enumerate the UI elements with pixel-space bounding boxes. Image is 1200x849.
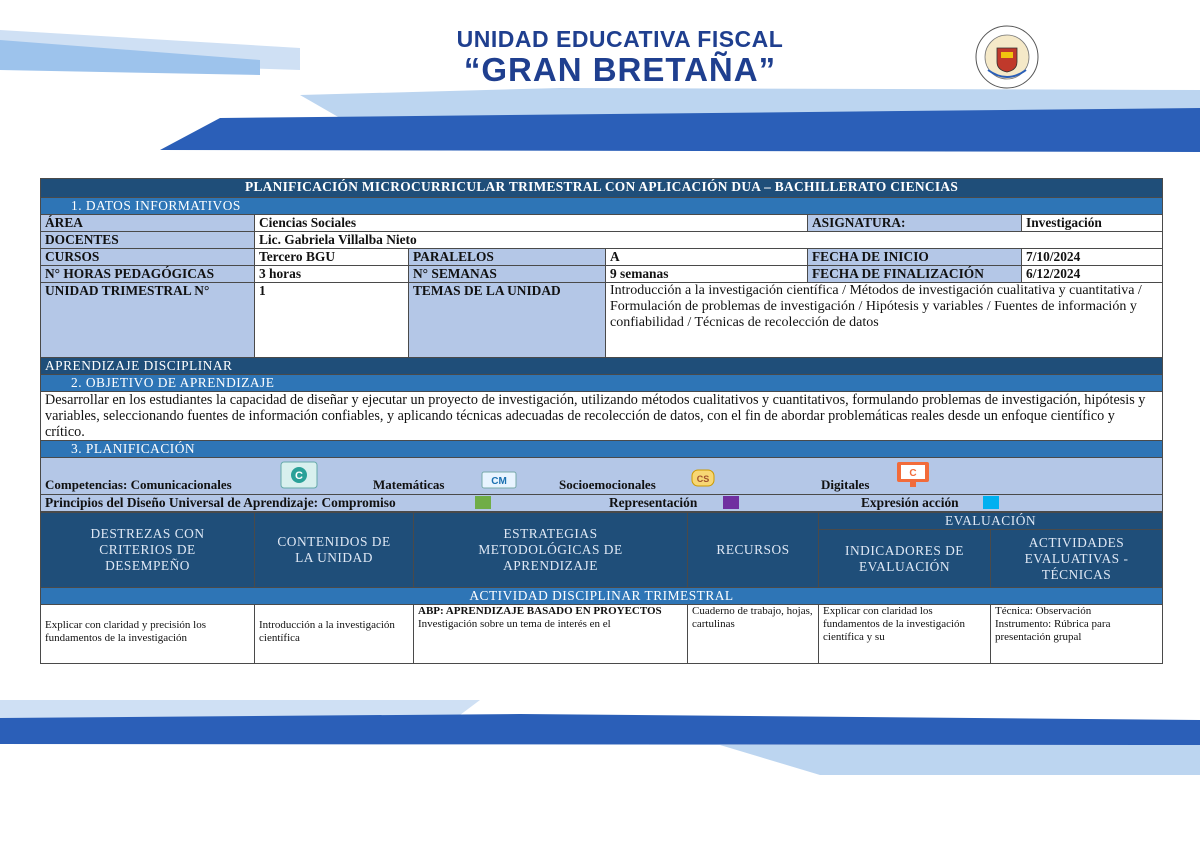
actividad-tecnica: Técnica: Observación <box>995 605 1092 617</box>
section-planificacion: 3. PLANIFICACIÓN <box>41 441 1163 458</box>
col-evaluacion: EVALUACIÓN <box>819 513 1163 530</box>
asignatura-value: Investigación <box>1022 215 1163 232</box>
horas-value: 3 horas <box>255 266 409 283</box>
col-recursos: RECURSOS <box>688 513 819 588</box>
temas-label: TEMAS DE LA UNIDAD <box>409 283 606 358</box>
expresion-swatch <box>983 496 999 509</box>
dua-row <box>41 495 1163 512</box>
matematicas-icon <box>481 470 517 490</box>
paralelos-value: A <box>606 249 808 266</box>
school-name <box>320 28 920 86</box>
representacion-swatch <box>723 496 739 509</box>
compromiso-swatch <box>475 496 491 509</box>
actividad-instrumento: Instrumento: Rúbrica para presentación grupal <box>995 618 1111 643</box>
digitales-icon <box>893 460 933 490</box>
temas-value: Introducción a la investigación científica / Métodos de investigación cualitativa y cuantitativa / Formulación de problemas de investigación / Hipótesis y variables / Fuentes de información y confiabilidad / Técnicas de recolección de datos <box>606 283 1163 358</box>
docentes-label: DOCENTES <box>41 232 255 249</box>
competencias-row <box>41 458 1163 495</box>
comunicacionales-icon-text: C <box>295 470 303 482</box>
socioemocionales-icon <box>691 468 715 488</box>
actividad-trimestral-heading: ACTIVIDAD DISCIPLINAR TRIMESTRAL <box>41 588 1163 605</box>
col-indicadores: INDICADORES DE EVALUACIÓN <box>819 530 991 588</box>
socioemocionales-icon-text: CS <box>696 474 710 484</box>
estrategia-title: ABP: APRENDIZAJE BASADO EN PROYECTOS <box>418 605 662 617</box>
objetivo-text: Desarrollar en los estudiantes la capacidad de diseñar y ejecutar un proyecto de investigación, utilizando métodos cualitativos y cuantitativos, formulando problemas de investigación, hipótesis y variables, seleccionando fuentes de información confiables, y aplicando técnicas adecuadas de recolección de datos, con el fin de abordar problemáticas reales desde un enfoque científico y crítico. <box>41 392 1163 441</box>
expresion-label: Expresión acción <box>861 495 959 510</box>
col-estrategias: ESTRATEGIAS METODOLÓGICAS DE APRENDIZAJE <box>414 513 688 588</box>
horas-label: N° HORAS PEDAGÓGICAS <box>41 266 255 283</box>
digitales-label: Digitales <box>821 477 870 492</box>
semanas-label: N° SEMANAS <box>409 266 606 283</box>
area-label: ÁREA <box>41 215 255 232</box>
unidad-label: UNIDAD TRIMESTRAL N° <box>41 283 255 358</box>
estrategia-text: Investigación sobre un tema de interés en el <box>418 618 611 630</box>
indicador-cell: Explicar con claridad los fundamentos de la investigación científica y su <box>819 605 991 664</box>
col-contenidos: CONTENIDOS DE LA UNIDAD <box>255 513 414 588</box>
matematicas-label: Matemáticas <box>373 477 445 492</box>
col-actividades: ACTIVIDADES EVALUATIVAS - TÉCNICAS <box>991 530 1163 588</box>
school-name-line1: UNIDAD EDUCATIVA FISCAL <box>456 26 784 52</box>
planning-grid <box>40 512 1163 664</box>
representacion-label: Representación <box>609 495 698 510</box>
planning-table <box>40 178 1163 512</box>
digitales-icon-text: C <box>909 468 917 479</box>
socioemocionales-label: Socioemocionales <box>559 477 656 492</box>
docentes-value: Lic. Gabriela Villalba Nieto <box>255 232 1163 249</box>
col-destrezas: DESTREZAS CON CRITERIOS DE DESEMPEÑO <box>41 513 255 588</box>
contenido-cell: Introducción a la investigación científica <box>255 605 414 664</box>
aprendizaje-disciplinar-heading: APRENDIZAJE DISCIPLINAR <box>41 358 1163 375</box>
recursos-cell: Cuaderno de trabajo, hojas, cartulinas <box>688 605 819 664</box>
section-datos-informativos: 1. DATOS INFORMATIVOS <box>41 198 1163 215</box>
actividad-cell <box>991 605 1163 664</box>
cursos-value: Tercero BGU <box>255 249 409 266</box>
semanas-value: 9 semanas <box>606 266 808 283</box>
fecha-inicio-value: 7/10/2024 <box>1022 249 1163 266</box>
section-objetivo: 2. OBJETIVO DE APRENDIZAJE <box>41 375 1163 392</box>
school-seal-icon <box>974 24 1040 90</box>
paralelos-label: PARALELOS <box>409 249 606 266</box>
area-value: Ciencias Sociales <box>255 215 808 232</box>
destreza-cell: Explicar con claridad y precisión los fundamentos de la investigación <box>41 605 255 664</box>
comunicacionales-icon <box>279 460 319 490</box>
fecha-fin-value: 6/12/2024 <box>1022 266 1163 283</box>
school-name-line2: “GRAN BRETAÑA” <box>463 51 777 88</box>
matematicas-icon-text: CM <box>491 476 507 487</box>
unidad-value: 1 <box>255 283 409 358</box>
estrategia-cell <box>414 605 688 664</box>
dua-label: Principios del Diseño Universal de Aprendizaje: Compromiso <box>45 495 396 510</box>
asignatura-label: ASIGNATURA: <box>808 215 1022 232</box>
cursos-label: CURSOS <box>41 249 255 266</box>
fecha-inicio-label: FECHA DE INICIO <box>808 249 1022 266</box>
planning-document <box>40 178 1162 664</box>
document-title: PLANIFICACIÓN MICROCURRICULAR TRIMESTRAL CON APLICACIÓN DUA – BACHILLERATO CIENCIAS <box>41 179 1163 198</box>
fecha-fin-label: FECHA DE FINALIZACIÓN <box>808 266 1022 283</box>
competencias-label: Competencias: Comunicacionales <box>45 477 232 492</box>
